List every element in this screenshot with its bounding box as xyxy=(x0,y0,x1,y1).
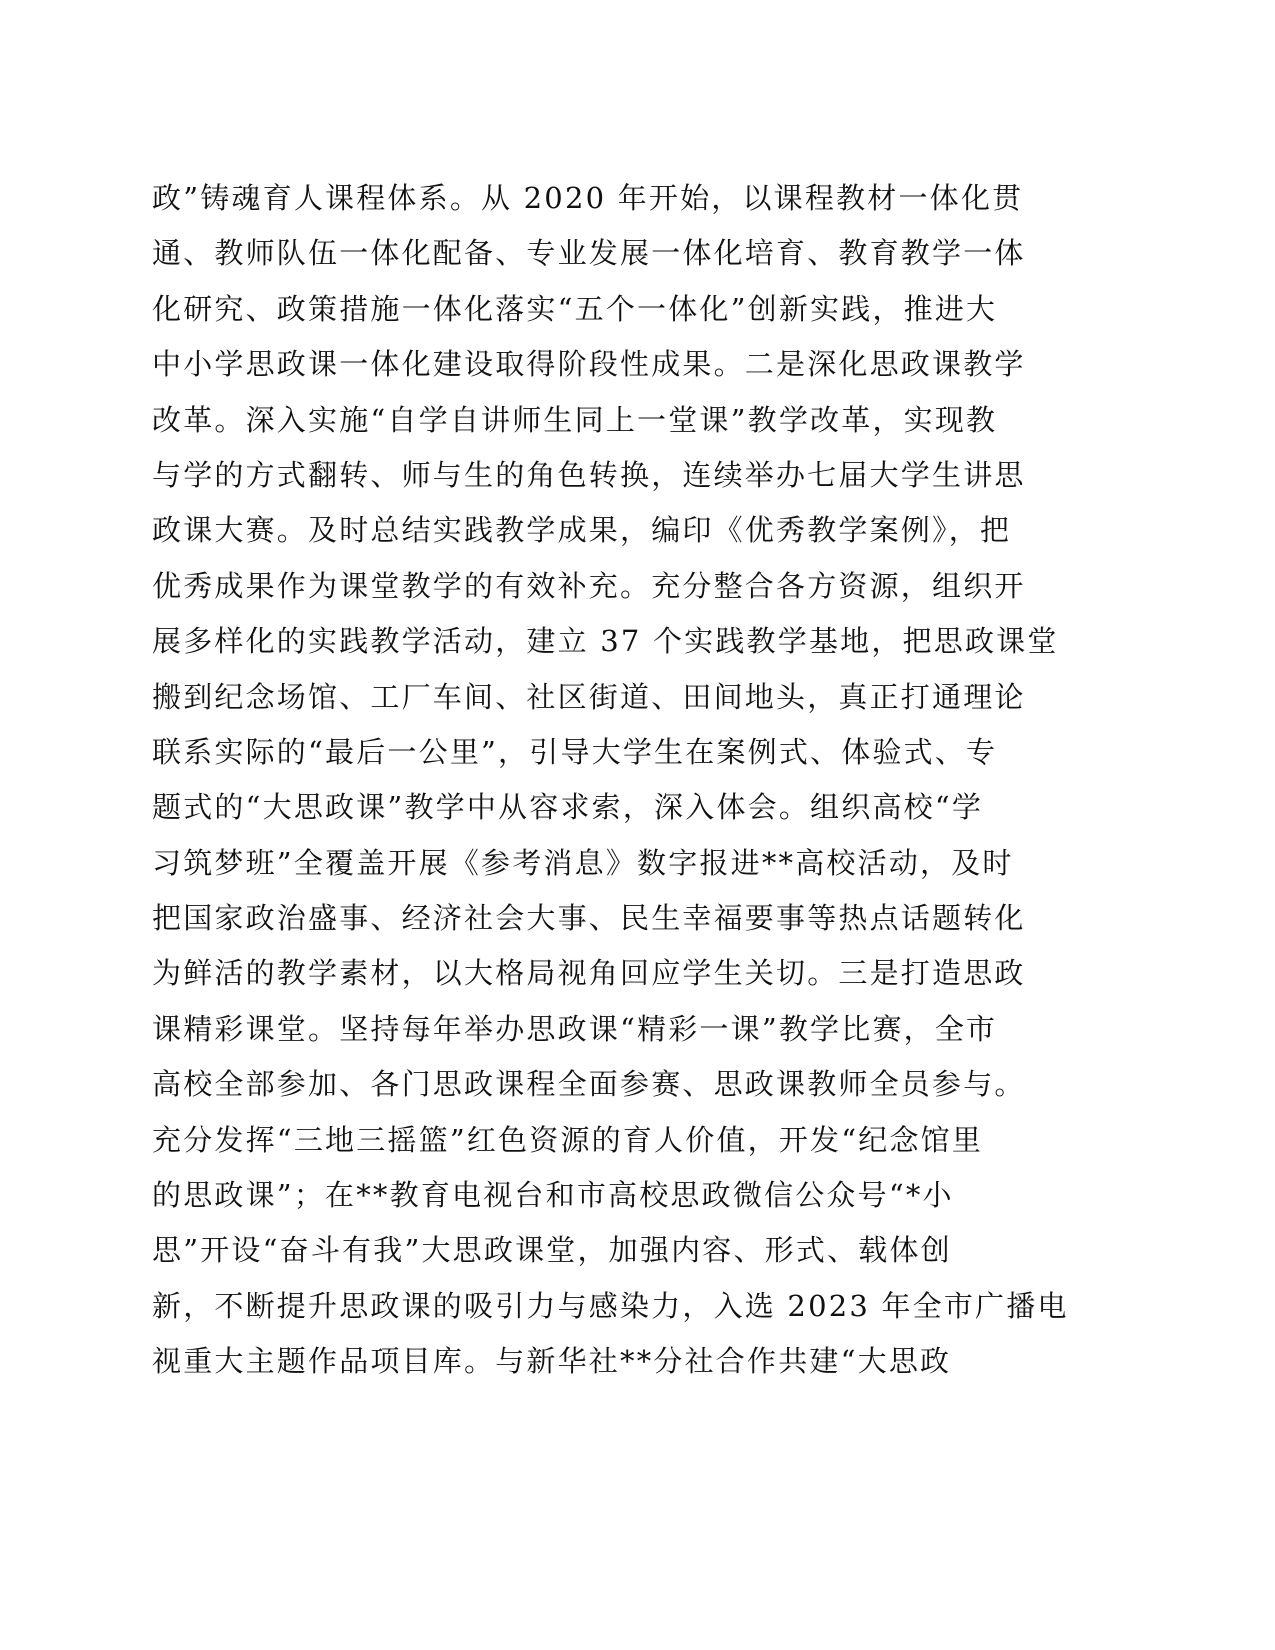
text-line-10: 搬到纪念场馆、工厂车间、社区街道、田间地头，真正打通理论 xyxy=(152,679,1026,714)
text-line-6: 与学的方式翻转、师与生的角色转换，连续举办七届大学生讲思 xyxy=(152,457,1026,492)
body-text xyxy=(152,178,1092,1397)
text-line-12: 题式的“大思政课”教学中从容求索，深入体会。组织高校“学 xyxy=(152,790,984,825)
text-line-14: 把国家政治盛事、经济社会大事、民生幸福要事等热点话题转化 xyxy=(152,901,1026,936)
text-line-13: 习筑梦班”全覆盖开展《参考消息》数字报进**高校活动，及时 xyxy=(152,845,1014,880)
text-line-2: 通、教师队伍一体化配备、专业发展一体化培育、教育教学一体 xyxy=(152,236,1026,271)
text-line-4: 中小学思政课一体化建设取得阶段性成果。二是深化思政课教学 xyxy=(152,347,1026,382)
text-line-17: 高校全部参加、各门思政课程全面参赛、思政课教师全员参与。 xyxy=(152,1067,1026,1102)
text-line-19: 的思政课”；在**教育电视台和市高校思政微信公众号“*小 xyxy=(152,1178,954,1213)
text-line-21: 新，不断提升思政课的吸引力与感染力，入选 2023 年全市广播电 xyxy=(152,1288,1069,1323)
text-line-15: 为鲜活的教学素材，以大格局视角回应学生关切。三是打造思政 xyxy=(152,956,1026,991)
text-line-7: 政课大赛。及时总结实践教学成果，编印《优秀教学案例》，把 xyxy=(152,513,1012,548)
text-line-1: 政”铸魂育人课程体系。从 2020 年开始，以课程教材一体化贯 xyxy=(152,181,1024,215)
text-line-18: 充分发挥“三地三摇篮”红色资源的育人价值，开发“纪念馆里 xyxy=(152,1122,984,1157)
text-line-16: 课精彩课堂。坚持每年举办思政课“精彩一课”教学比赛，全市 xyxy=(152,1011,998,1046)
text-line-20: 思”开设“奋斗有我”大思政课堂，加强内容、形式、载体创 xyxy=(152,1233,952,1268)
text-line-8: 优秀成果作为课堂教学的有效补充。充分整合各方资源，组织开 xyxy=(152,568,1026,603)
text-line-3: 化研究、政策措施一体化落实“五个一体化”创新实践，推进大 xyxy=(152,291,998,326)
text-line-5: 改革。深入实施“自学自讲师生同上一堂课”教学改革，实现教 xyxy=(152,402,998,437)
text-line-22: 视重大主题作品项目库。与新华社**分社合作共建“大思政 xyxy=(152,1344,952,1379)
text-line-9: 展多样化的实践教学活动，建立 37 个实践教学基地，把思政课堂 xyxy=(152,624,1059,659)
text-line-11: 联系实际的“最后一公里”，引导大学生在案例式、体验式、专 xyxy=(152,734,998,769)
